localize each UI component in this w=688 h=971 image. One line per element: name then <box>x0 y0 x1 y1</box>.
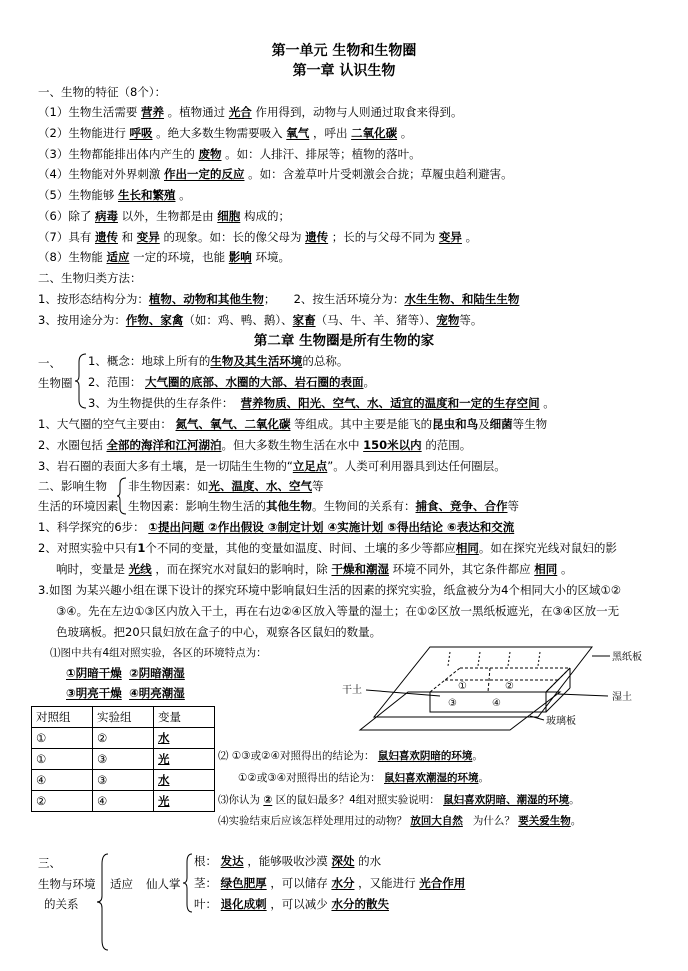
biosphere-item-3: 3、为生物提供的生存条件： 营养物质、阳光、空气、水、适宜的温度和一定的生存空间 。 <box>88 396 555 410</box>
bio-env-label: 生物与环境 <box>38 877 96 891</box>
answer-3: ⑶你认为 ② 区的鼠妇最多？4组对照实验说明： 鼠妇喜欢阴暗、潮湿的环境。 <box>218 794 580 806</box>
experiment-desc-1: 3.如图 为某兴趣小组在课下设计的探究环境中影响鼠妇生活的因素的探究实验，纸盒被分为4个相同大小的区域①② <box>38 583 622 597</box>
table-cell: ④ <box>32 770 93 791</box>
brace-icon <box>116 476 128 516</box>
experiment-box-figure <box>330 644 660 744</box>
table-cell: ② <box>32 791 93 812</box>
cactus-stem: 茎： 绿色肥厚 ，可以储存 水分 ，又能进行 光合作用 <box>194 876 466 890</box>
section-heading: 二、生物归类方法： <box>38 271 142 285</box>
biotic-factors: 生物因素：影响生物生活的其他生物。生物间的关系有：捕食、竞争、合作等 <box>128 499 519 513</box>
black-board-label: 黑纸板 <box>612 652 642 663</box>
chapter-title: 第一章 认识生物 <box>292 63 396 79</box>
comparison-table <box>31 706 215 812</box>
brace-icon <box>96 852 110 952</box>
glass-plate-label: 玻璃板 <box>546 716 576 727</box>
table-cell: ③ <box>93 749 154 770</box>
bio-env-label-2: 的关系 <box>44 897 79 911</box>
factors-subheading: 生活的环境因素 <box>38 499 119 513</box>
table-header: 实验组 <box>93 707 154 728</box>
table-cell: ① <box>32 728 93 749</box>
table-cell: ① <box>32 749 93 770</box>
feature-line-3: （3）生物都能排出体内产生的 废物 。如：人排汗、排尿等；植物的落叶。 <box>38 147 421 161</box>
feature-line-8: （8）生物能 适应 一定的环境，也能 影响 环境。 <box>38 250 290 264</box>
answer-4: ⑷实验结束后应该怎样处理用过的动物？ 放回大自然 为什么？ 要关爱生物。 <box>218 815 582 827</box>
feature-line-7: （7）具有 遗传 和 变异 的现象。如：长的像父母为 遗传 ；长的与父母不同为 变异 。 <box>38 230 478 244</box>
feature-line-6: （6）除了 病毒 以外，生物都是由 细胞 构成的； <box>38 209 290 223</box>
table-header: 对照组 <box>32 707 93 728</box>
zone-4-label: ④ <box>492 698 501 709</box>
zone-2-label: ② <box>505 681 514 692</box>
table-header: 变量 <box>154 707 215 728</box>
section-heading: 一、生物的特征（8个）： <box>38 85 167 99</box>
factors-heading: 二、影响生物 <box>38 479 107 493</box>
brace-icon <box>182 852 194 914</box>
adapt-label: 适应 <box>110 877 133 891</box>
sphere-line-1: 1、大气圈的空气主要由： 氮气、氧气、二氧化碳 等组成。其中主要是能飞的昆虫和鸟及细菌等生物 <box>38 417 548 431</box>
table-cell: 水 <box>154 728 215 749</box>
classify-line-1: 1、按形态结构分为：植物、动物和其他生物； 2、按生活环境分为：水生生物、和陆生生物 <box>38 292 520 306</box>
zone-1-label: ① <box>458 681 467 692</box>
cactus-label: 仙人掌 <box>146 877 181 891</box>
wet-soil-label: 湿土 <box>612 692 632 703</box>
biosphere-label: 生物圈 <box>38 376 73 390</box>
section-number: 一、 <box>38 356 61 370</box>
table-row <box>32 770 215 791</box>
feature-line-1: （1）生物生活需要 营养 。植物通过 光合 作用得到，动物与人则通过取食来得到。 <box>38 105 463 119</box>
unit-title: 第一单元 生物和生物圈 <box>271 43 417 59</box>
table-row <box>32 749 215 770</box>
question-1: ⑴图中共有4组对照实验，各区的环境特点为： <box>50 647 267 659</box>
zone-3-label: ③ <box>448 698 457 709</box>
dry-soil-label: 干土 <box>342 685 362 696</box>
black-board <box>374 647 592 717</box>
answer-2b: ①②或③④对照得出的结论为： 鼠妇喜欢潮湿的环境。 <box>238 772 489 784</box>
chapter2-title: 第二章 生物圈是所有生物的家 <box>253 333 435 349</box>
feature-line-4: （4）生物能对外界刺激 作出一定的反应 。如：含羞草叶片受刺激会合拢；草履虫趋利避害。 <box>38 167 513 181</box>
table-cell: 光 <box>154 791 215 812</box>
sphere-line-2: 2、水圈包括 全部的海洋和江河湖泊。但大多数生物生活在水中 150米以内 的范围。 <box>38 438 472 452</box>
table-row <box>32 791 215 812</box>
biosphere-item-2: 2、范围： 大气圈的底部、水圈的大部、岩石圈的表面。 <box>88 375 375 389</box>
cactus-root: 根： 发达 ，能够吸收沙漠 深处 的水 <box>194 854 382 868</box>
table-cell: 光 <box>154 749 215 770</box>
zone-row-2: ③明亮干燥 ④明亮潮湿 <box>66 686 185 700</box>
inquiry-steps: 1、科学探究的6步： ①提出问题 ②作出假设 ③制定计划 ④实施计划 ⑤得出结论 ⑥表达和交流 <box>38 520 515 534</box>
table-cell: ③ <box>93 770 154 791</box>
control-experiment-line-2: 响时，变量是 光线 ，而在探究水对鼠妇的影响时，除 干燥和潮湿 环境不同外，其它条件都应 相同 。 <box>56 562 573 576</box>
feature-line-5: （5）生物能够 生长和繁殖 。 <box>38 188 191 202</box>
abiotic-factors: 非生物因素：如光、温度、水、空气等 <box>128 479 324 493</box>
experiment-desc-2: ③④。先在左边①③区内放入干土，再在右边②④区放入等量的湿土；在①②区放一黑纸板遮光，在③④区放一无 <box>56 604 620 618</box>
feature-line-2: （2）生物能进行 呼吸 。绝大多数生物需要吸入 氧气 ，呼出 二氧化碳 。 <box>38 126 413 140</box>
answer-2a: ⑵ ①③或②④对照得出的结论为： 鼠妇喜欢阴暗的环境。 <box>218 750 483 762</box>
table-header-row <box>32 707 215 728</box>
cactus-leaf: 叶： 退化成刺 ，可以减少 水分的散失 <box>194 897 389 911</box>
brace-icon <box>74 352 88 410</box>
biosphere-item-1: 1、概念：地球上所有的生物及其生活环境的总称。 <box>88 354 349 368</box>
zone-row-1: ①阴暗干燥 ②阴暗潮湿 <box>66 666 185 680</box>
section-number: 三、 <box>38 856 61 870</box>
table-cell: ② <box>93 728 154 749</box>
sphere-line-3: 3、岩石圈的表面大多有土壤，是一切陆生生物的“立足点”。人类可利用器具到达任何圈层。 <box>38 459 506 473</box>
table-cell: 水 <box>154 770 215 791</box>
table-cell: ④ <box>93 791 154 812</box>
classify-line-2: 3、按用途分为：作物、家禽（如：鸡、鸭、鹅）、家畜（马、牛、羊、猪等）、宠物等。 <box>38 313 483 327</box>
table-row <box>32 728 215 749</box>
control-experiment-line: 2、对照实验中只有1个不同的变量，其他的变量如温度、时间、土壤的多少等都应相同。如在探究光线对鼠妇的影 <box>38 541 617 555</box>
experiment-desc-3: 色玻璃板。把20只鼠妇放在盒子的中心，观察各区鼠妇的数量。 <box>56 625 382 639</box>
